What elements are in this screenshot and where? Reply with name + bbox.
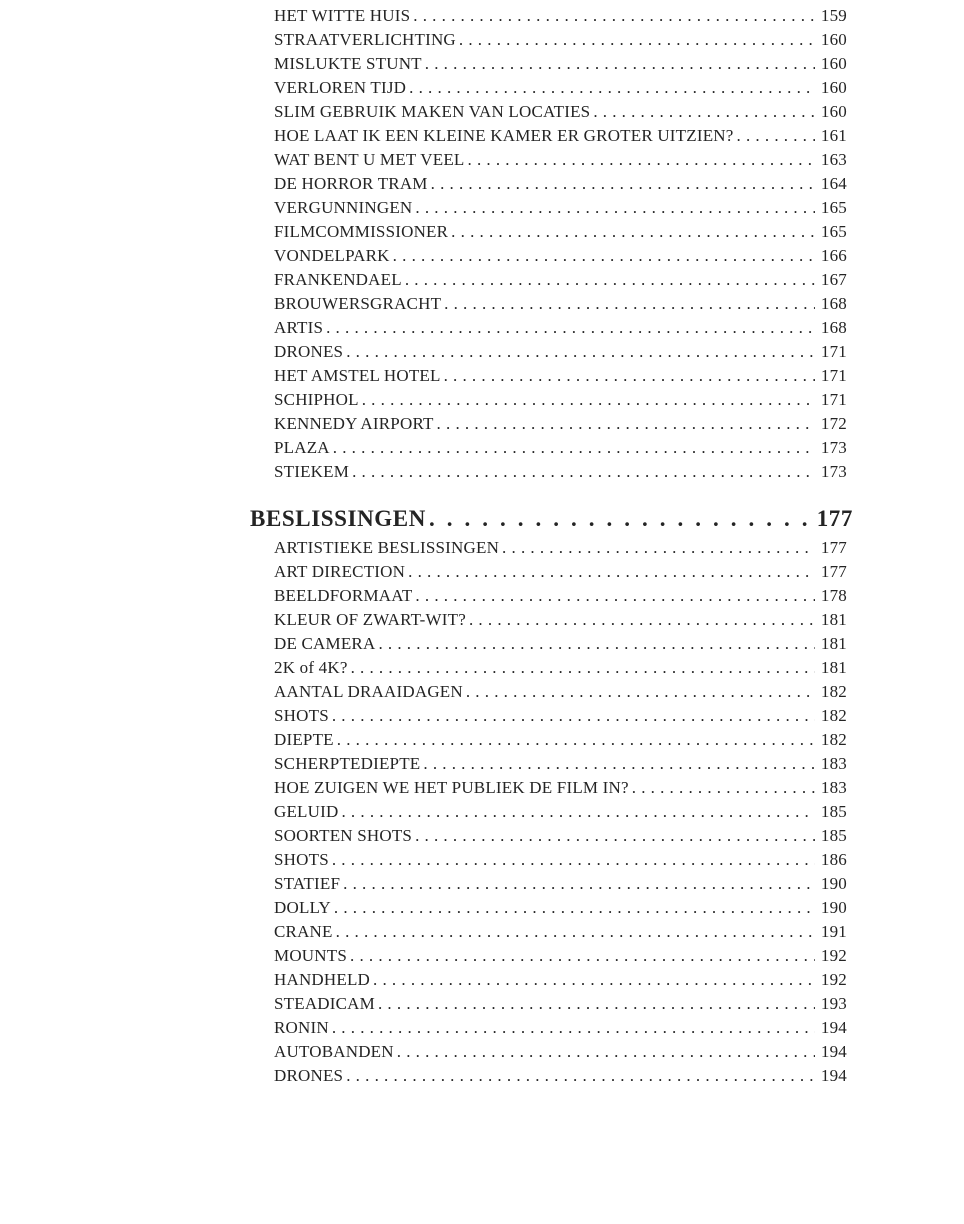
dot-leader xyxy=(351,656,815,673)
toc-entry-page-number: 167 xyxy=(820,270,847,289)
toc-entry xyxy=(274,1016,853,1040)
toc-entry-title: STIEKEM xyxy=(274,462,350,481)
toc-entry-page-number: 160 xyxy=(820,30,847,49)
toc-entry-page-number: 163 xyxy=(820,150,847,169)
toc-entry-title: ART DIRECTION xyxy=(274,562,406,581)
dot-leader xyxy=(444,364,815,381)
toc-entry-title: VERGUNNINGEN xyxy=(274,198,413,217)
dot-leader xyxy=(468,148,815,165)
toc-entry xyxy=(274,848,853,872)
toc-entry-title: PLAZA xyxy=(274,438,330,457)
toc-entry-title: STEADICAM xyxy=(274,994,375,1013)
toc-entry xyxy=(274,292,853,316)
dot-leader xyxy=(336,920,815,937)
toc-entry-page-number: 160 xyxy=(820,78,847,97)
toc-entry xyxy=(274,148,853,172)
toc-chapter-page-number: 177 xyxy=(816,506,853,531)
toc-entry-page-number: 173 xyxy=(820,438,847,457)
dot-leader xyxy=(373,968,815,985)
toc-entry-title: SCHIPHOL xyxy=(274,390,359,409)
toc-entry xyxy=(274,656,853,680)
toc-entry-page-number: 171 xyxy=(820,390,847,409)
toc-entry xyxy=(274,1064,853,1088)
toc-entry-title: RONIN xyxy=(274,1018,329,1037)
toc-entry-title: MISLUKTE STUNT xyxy=(274,54,422,73)
toc-entry-page-number: 185 xyxy=(820,826,847,845)
toc-entry-title: AUTOBANDEN xyxy=(274,1042,394,1061)
toc-chapter-title: BESLISSINGEN xyxy=(250,506,426,531)
toc-entry-title: CRANE xyxy=(274,922,333,941)
dot-leader xyxy=(408,560,815,577)
toc-entry-title: AANTAL DRAAIDAGEN xyxy=(274,682,463,701)
toc-entry-title: STRAATVERLICHTING xyxy=(274,30,456,49)
toc-entry-title: DE HORROR TRAM xyxy=(274,174,428,193)
toc-entry-title: DE CAMERA xyxy=(274,634,376,653)
dot-leader xyxy=(362,388,815,405)
dot-leader xyxy=(737,124,815,141)
toc-entry xyxy=(274,560,853,584)
toc-chapter-heading xyxy=(250,504,853,534)
dot-leader xyxy=(451,220,815,237)
dot-leader xyxy=(431,172,815,189)
toc-entry-title: DIEPTE xyxy=(274,730,334,749)
toc-entry xyxy=(274,920,853,944)
toc-entry xyxy=(274,992,853,1016)
toc-entry xyxy=(274,704,853,728)
toc-entry-page-number: 185 xyxy=(820,802,847,821)
toc-entry-page-number: 160 xyxy=(820,54,847,73)
toc-entry-page-number: 172 xyxy=(820,414,847,433)
dot-leader xyxy=(469,608,815,625)
dot-leader xyxy=(409,76,815,93)
toc-entry-page-number: 171 xyxy=(820,366,847,385)
dot-leader xyxy=(346,340,815,357)
toc-entry xyxy=(274,944,853,968)
toc-entry xyxy=(274,460,853,484)
toc-entry-page-number: 159 xyxy=(820,6,847,25)
dot-leader xyxy=(378,992,815,1009)
toc-entry-page-number: 194 xyxy=(820,1042,847,1061)
toc-entry xyxy=(274,1040,853,1064)
toc-entry xyxy=(274,388,853,412)
toc-entry-page-number: 192 xyxy=(820,946,847,965)
dot-leader xyxy=(326,316,815,333)
dot-leader xyxy=(397,1040,815,1057)
toc-entry xyxy=(274,124,853,148)
dot-leader xyxy=(437,412,815,429)
toc-entry-page-number: 183 xyxy=(820,778,847,797)
toc-entry-page-number: 168 xyxy=(820,318,847,337)
toc-entry-page-number: 190 xyxy=(820,874,847,893)
toc-entry-title: ARTISTIEKE BESLISSINGEN xyxy=(274,538,500,557)
dot-leader xyxy=(337,728,815,745)
toc-entry-title: DRONES xyxy=(274,342,344,361)
toc-entry-title: SLIM GEBRUIK MAKEN VAN LOCATIES xyxy=(274,102,591,121)
dot-leader xyxy=(332,1016,815,1033)
toc-entry xyxy=(274,172,853,196)
dot-leader xyxy=(343,872,815,889)
table-of-contents xyxy=(250,4,853,1088)
toc-entry-page-number: 164 xyxy=(820,174,847,193)
toc-entry xyxy=(274,728,853,752)
dot-leader xyxy=(502,536,815,553)
toc-entry-page-number: 173 xyxy=(820,462,847,481)
dot-leader xyxy=(429,504,811,527)
dot-leader xyxy=(423,752,815,769)
toc-entry xyxy=(274,244,853,268)
toc-entry-title: HOE ZUIGEN WE HET PUBLIEK DE FILM IN? xyxy=(274,778,629,797)
toc-entry xyxy=(274,872,853,896)
toc-entry-title: SHOTS xyxy=(274,706,329,725)
dot-leader xyxy=(332,848,815,865)
toc-entry-title: ARTIS xyxy=(274,318,324,337)
toc-entry-title: SHOTS xyxy=(274,850,329,869)
toc-entry-title: MOUNTS xyxy=(274,946,347,965)
toc-entry-title: BEELDFORMAAT xyxy=(274,586,413,605)
dot-leader xyxy=(415,584,814,601)
toc-entry-page-number: 165 xyxy=(820,198,847,217)
toc-entry-page-number: 190 xyxy=(820,898,847,917)
dot-leader xyxy=(466,680,815,697)
toc-entry-title: SCHERPTEDIEPTE xyxy=(274,754,421,773)
toc-entry xyxy=(274,800,853,824)
toc-entry xyxy=(274,896,853,920)
toc-entry-page-number: 165 xyxy=(820,222,847,241)
toc-entry-page-number: 182 xyxy=(820,706,847,725)
dot-leader xyxy=(352,460,815,477)
toc-entry-page-number: 194 xyxy=(820,1018,847,1037)
toc-entry-title: FILMCOMMISSIONER xyxy=(274,222,449,241)
toc-entry xyxy=(274,584,853,608)
toc-entry-page-number: 177 xyxy=(820,562,847,581)
toc-entry xyxy=(274,364,853,388)
dot-leader xyxy=(415,196,815,213)
toc-entry-title: STATIEF xyxy=(274,874,341,893)
toc-entry-title: WAT BENT U MET VEEL xyxy=(274,150,465,169)
toc-entry xyxy=(274,752,853,776)
toc-entry xyxy=(274,28,853,52)
toc-entry xyxy=(274,220,853,244)
toc-entry xyxy=(274,776,853,800)
dot-leader xyxy=(346,1064,815,1081)
toc-entry-page-number: 186 xyxy=(820,850,847,869)
toc-entry-page-number: 178 xyxy=(820,586,847,605)
toc-entry xyxy=(274,824,853,848)
toc-entry xyxy=(274,196,853,220)
toc-entry-title: SOORTEN SHOTS xyxy=(274,826,413,845)
dot-leader xyxy=(425,52,815,69)
toc-entry-title: GELUID xyxy=(274,802,339,821)
dot-leader xyxy=(413,4,815,21)
toc-entry-title: VERLOREN TIJD xyxy=(274,78,407,97)
dot-leader xyxy=(350,944,815,961)
toc-entry-page-number: 192 xyxy=(820,970,847,989)
dot-leader xyxy=(405,268,815,285)
toc-entry xyxy=(274,100,853,124)
toc-entry xyxy=(274,536,853,560)
dot-leader xyxy=(378,632,814,649)
toc-entry-title: KLEUR OF ZWART-WIT? xyxy=(274,610,466,629)
toc-entry xyxy=(274,436,853,460)
dot-leader xyxy=(393,244,815,261)
toc-entry xyxy=(274,316,853,340)
toc-entry-page-number: 160 xyxy=(820,102,847,121)
dot-leader xyxy=(444,292,815,309)
toc-entry-title: HOE LAAT IK EEN KLEINE KAMER ER GROTER UITZIEN? xyxy=(274,126,734,145)
toc-entry-title: FRANKENDAEL xyxy=(274,270,402,289)
dot-leader xyxy=(332,704,815,721)
toc-entry-title: BROUWERSGRACHT xyxy=(274,294,442,313)
dot-leader xyxy=(334,896,815,913)
toc-entry-title: KENNEDY AIRPORT xyxy=(274,414,434,433)
toc-entry xyxy=(274,968,853,992)
toc-section xyxy=(250,4,853,484)
toc-entry-title: HET AMSTEL HOTEL xyxy=(274,366,441,385)
toc-entry-page-number: 193 xyxy=(820,994,847,1013)
toc-entry xyxy=(274,412,853,436)
dot-leader xyxy=(341,800,814,817)
dot-leader xyxy=(459,28,815,45)
toc-entry xyxy=(274,608,853,632)
toc-entry-page-number: 171 xyxy=(820,342,847,361)
toc-entry xyxy=(274,4,853,28)
toc-entry-title: 2K of 4K? xyxy=(274,658,348,677)
toc-entry-page-number: 182 xyxy=(820,730,847,749)
toc-entry xyxy=(274,52,853,76)
toc-entry xyxy=(274,340,853,364)
toc-entry-title: DRONES xyxy=(274,1066,344,1085)
dot-leader xyxy=(333,436,815,453)
toc-entry-page-number: 182 xyxy=(820,682,847,701)
toc-section xyxy=(250,504,853,1088)
toc-entry-page-number: 191 xyxy=(820,922,847,941)
toc-entry-title: DOLLY xyxy=(274,898,331,917)
dot-leader xyxy=(415,824,815,841)
toc-entry-title: HANDHELD xyxy=(274,970,371,989)
toc-entry-page-number: 166 xyxy=(820,246,847,265)
toc-entry-page-number: 181 xyxy=(820,610,847,629)
toc-entry-title: HET WITTE HUIS xyxy=(274,6,411,25)
toc-entry-page-number: 181 xyxy=(820,658,847,677)
toc-entry-title: VONDELPARK xyxy=(274,246,390,265)
toc-entry-page-number: 181 xyxy=(820,634,847,653)
dot-leader xyxy=(632,776,815,793)
toc-entry-page-number: 194 xyxy=(820,1066,847,1085)
toc-entry-page-number: 161 xyxy=(820,126,847,145)
toc-entry-page-number: 177 xyxy=(820,538,847,557)
toc-entry-page-number: 183 xyxy=(820,754,847,773)
toc-entry xyxy=(274,268,853,292)
toc-entry xyxy=(274,680,853,704)
toc-entry xyxy=(274,76,853,100)
dot-leader xyxy=(593,100,815,117)
toc-entry-page-number: 168 xyxy=(820,294,847,313)
toc-entry xyxy=(274,632,853,656)
